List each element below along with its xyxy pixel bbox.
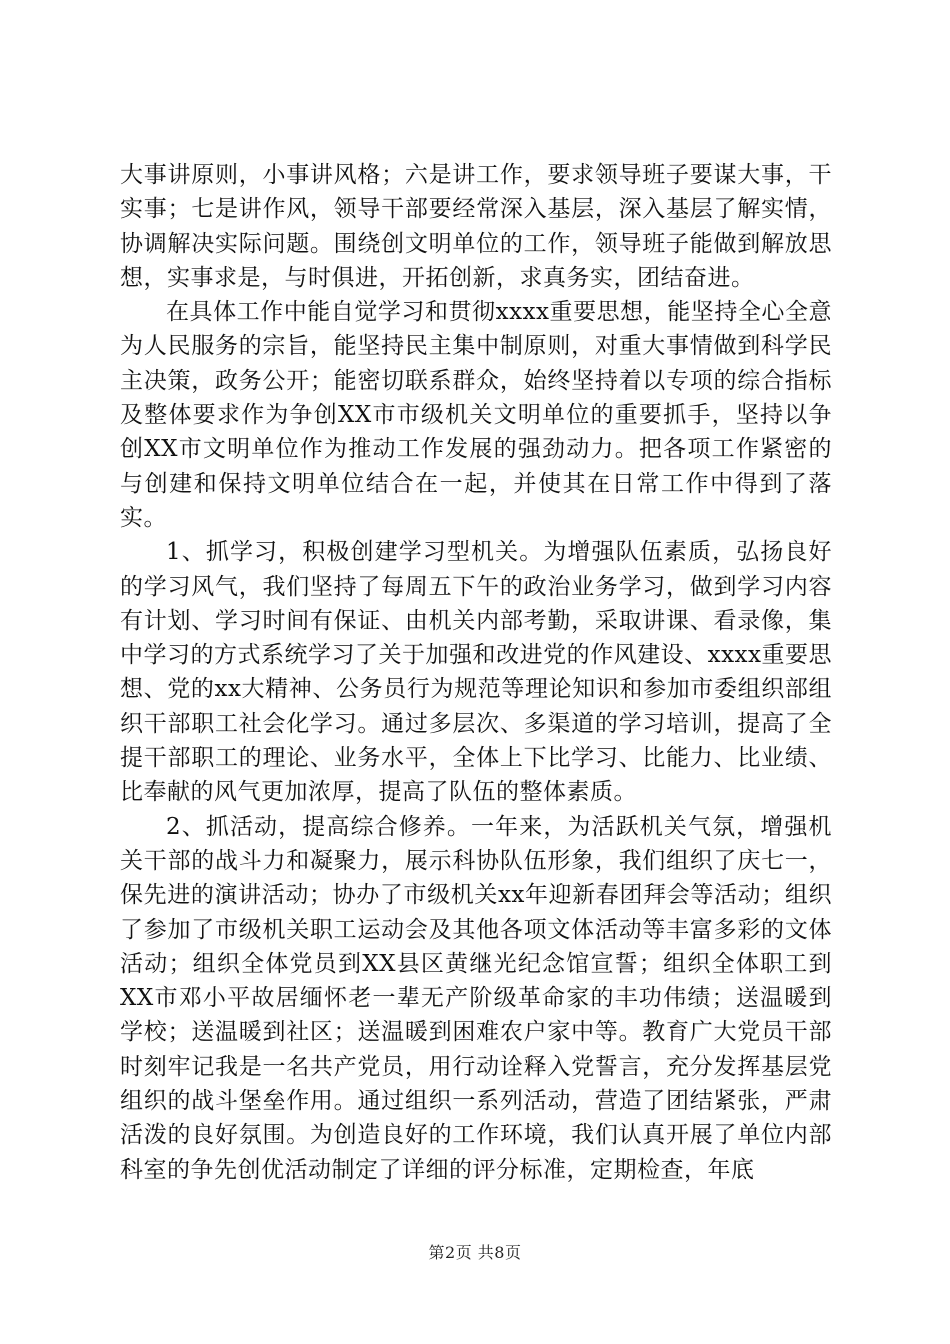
paragraph-continuation: 大事讲原则，小事讲风格；六是讲工作，要求领导班子要谋大事，干实事；七是讲作风，领导干部要经常深入基层，深入基层了解实情，协调解决实际问题。围绕创文明单位的工作，领导班子能做到解放思想，实事求是，与时俱进，开拓创新，求真务实，团结奋进。: [120, 162, 832, 291]
page-number-footer: 第2页 共8页: [428, 1243, 522, 1262]
paragraph-activities: 2、抓活动，提高综合修养。一年来，为活跃机关气氛，增强机关干部的战斗力和凝聚力，展示科协队伍形象，我们组织了庆七一，保先进的演讲活动；协办了市级机关xx年迎新春团拜会等活动；组织了参加了市级机关职工运动会及其他各项文体活动等丰富多彩的文体活动；组织全体党员到XX县区黄继光纪念馆宣誓；组织全体职工到XX市邓小平故居缅怀老一辈无产阶级革命家的丰功伟绩；送温暖到学校；送温暖到社区；送温暖到困难农户家中等。教育广大党员干部时刻牢记我是一名共产党员，用行动诠释入党誓言，充分发挥基层党组织的战斗堡垒作用。通过组织一系列活动，营造了团结紧张，严肃活泼的良好氛围。为创造良好的工作环境，我们认真开展了单位内部科室的争先创优活动制定了详细的评分标准，定期检查，年底: [120, 813, 832, 1183]
paragraph-work-summary: 在具体工作中能自觉学习和贯彻xxxx重要思想，能坚持全心全意为人民服务的宗旨，能坚持民主集中制原则，对重大事情做到科学民主决策，政务公开；能密切联系群众，始终坚持着以专项的综合指标及整体要求作为争创XX市市级机关文明单位的重要抓手，坚持以争创XX市文明单位作为推动工作发展的强劲动力。把各项工作紧密的与创建和保持文明单位结合在一起，并使其在日常工作中得到了落实。: [120, 299, 832, 531]
document-body: [120, 158, 832, 1187]
paragraph-study: 1、抓学习，积极创建学习型机关。为增强队伍素质，弘扬良好的学习风气，我们坚持了每周五下午的政治业务学习，做到学习内容有计划、学习时间有保证、由机关内部考勤，采取讲课、看录像，集中学习的方式系统学习了关于加强和改进党的作风建设、xxxx重要思想、党的xx大精神、公务员行为规范等理论知识和参加市委组织部组织干部职工社会化学习。通过多层次、多渠道的学习培训，提高了全提干部职工的理论、业务水平，全体上下比学习、比能力、比业绩、比奉献的风气更加浓厚，提高了队伍的整体素质。: [120, 539, 832, 806]
